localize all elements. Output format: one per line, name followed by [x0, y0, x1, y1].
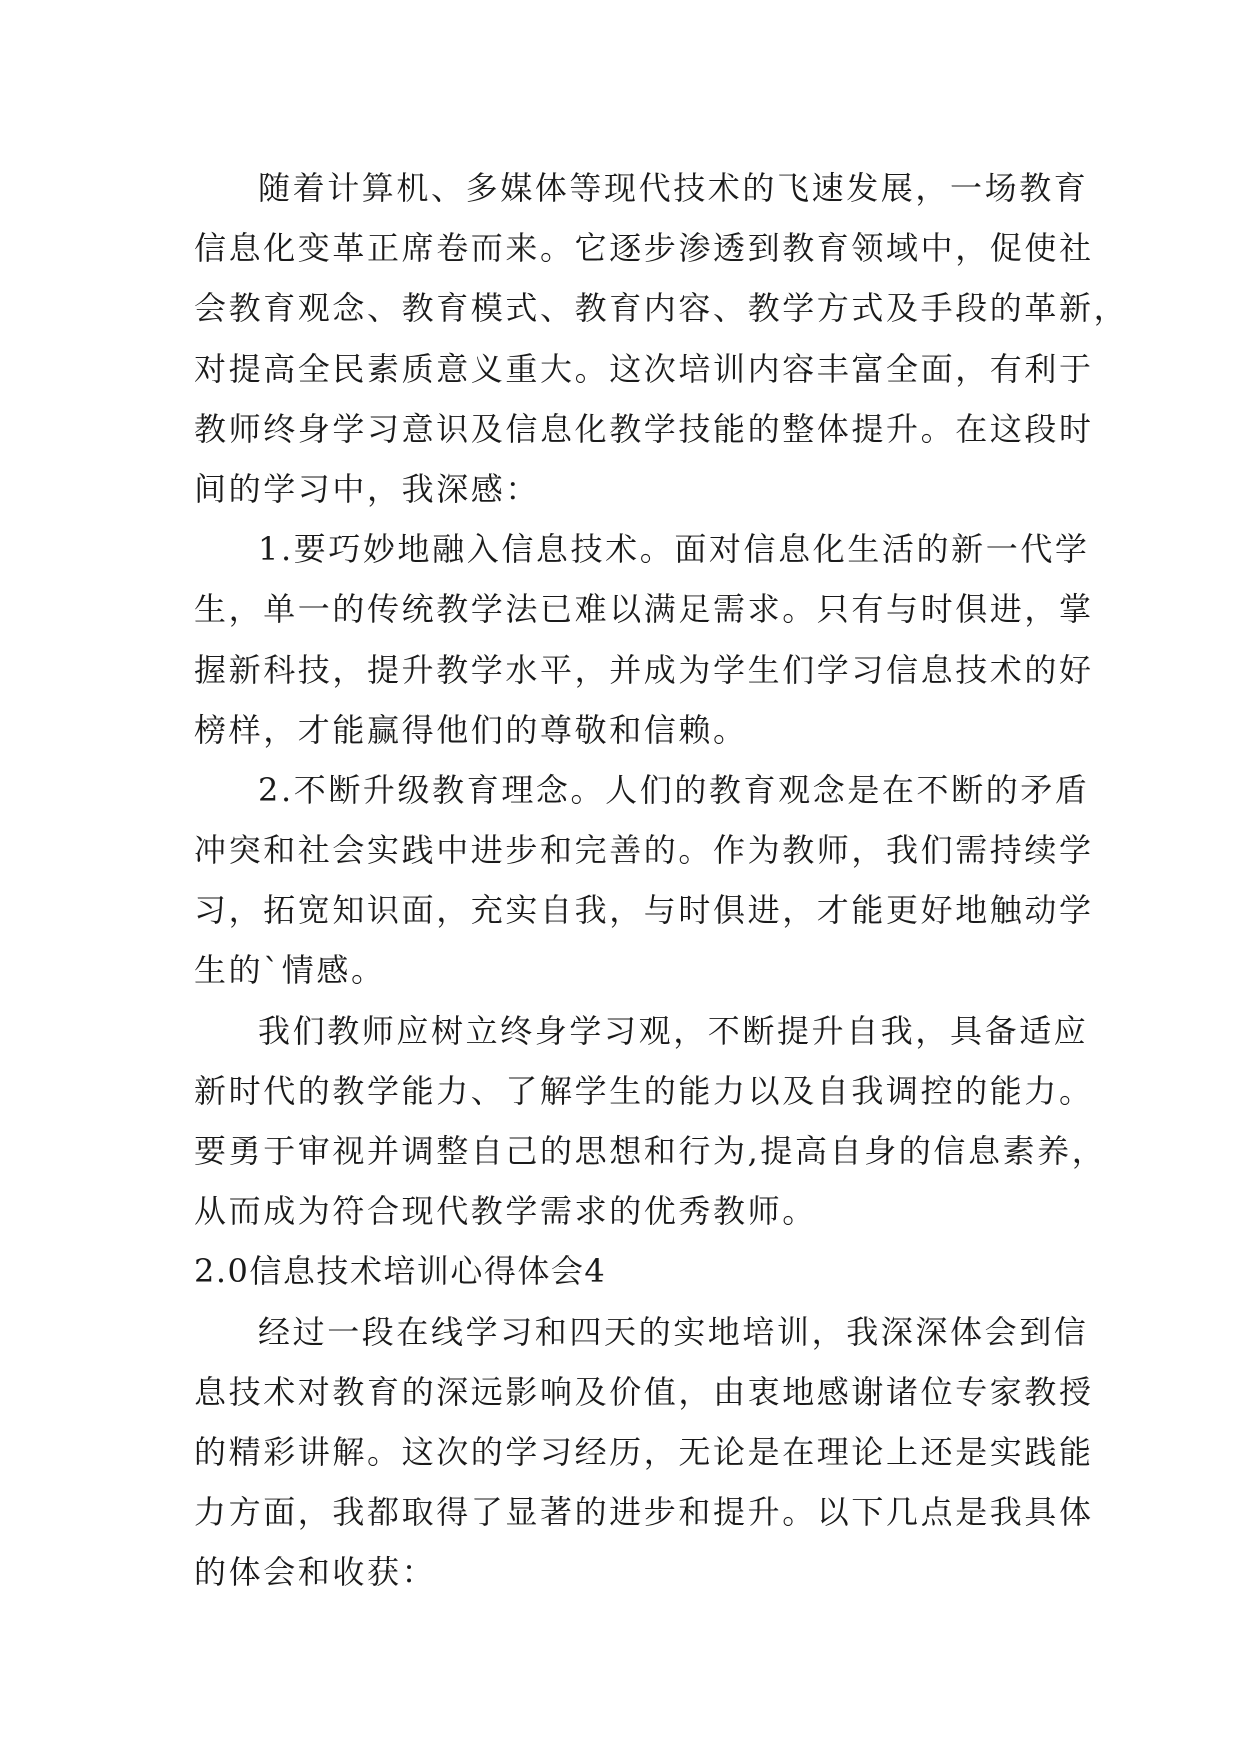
paragraph-line: 的体会和收获： [194, 1553, 437, 1592]
list-item-line: 生的`情感。 [194, 951, 386, 990]
list-item-line: 2.不断升级教育理念。人们的教育观念是在不断的矛盾 [258, 770, 1090, 809]
list-item-line: 握新科技，提升教学水平，并成为学生们学习信息技术的好 [194, 650, 1094, 689]
paragraph-line: 会教育观念、教育模式、教育内容、教学方式及手段的革新， [194, 289, 1129, 328]
list-item-line: 1.要巧妙地融入信息技术。面对信息化生活的新一代学 [258, 530, 1090, 569]
paragraph-line: 经过一段在线学习和四天的实地培训，我深深体会到信 [258, 1312, 1089, 1351]
paragraph-line: 随着计算机、多媒体等现代技术的飞速发展，一场教育 [258, 169, 1089, 207]
document-body [194, 158, 1129, 1603]
paragraph-line: 力方面，我都取得了显著的进步和提升。以下几点是我具体 [194, 1493, 1094, 1532]
paragraph-line: 息技术对教育的深远影响及价值，由衷地感谢诸位专家教授 [194, 1372, 1094, 1411]
list-item-line: 榜样，才能赢得他们的尊敬和信赖。 [194, 710, 748, 749]
list-item-line: 生，单一的传统教学法已难以满足需求。只有与时俱进，掌 [194, 590, 1094, 629]
paragraph-line: 的精彩讲解。这次的学习经历，无论是在理论上还是实践能 [194, 1432, 1094, 1471]
section-heading: 2.0信息技术培训心得体会4 [194, 1252, 607, 1291]
paragraph-line: 信息化变革正席卷而来。它逐步渗透到教育领域中，促使社 [194, 229, 1094, 268]
list-item-line: 冲突和社会实践中进步和完善的。作为教师，我们需持续学 [194, 831, 1094, 870]
paragraph-line: 对提高全民素质意义重大。这次培训内容丰富全面，有利于 [194, 349, 1094, 388]
paragraph-line: 新时代的教学能力、了解学生的能力以及自我调控的能力。 [194, 1071, 1094, 1110]
paragraph-line: 从而成为符合现代教学需求的优秀教师。 [194, 1192, 817, 1231]
paragraph-line: 要勇于审视并调整自己的思想和行为,提高自身的信息素养， [194, 1132, 1107, 1170]
paragraph-line: 教师终身学习意识及信息化教学技能的整体提升。在这段时 [194, 409, 1094, 448]
list-item-line: 习，拓宽知识面，充实自我，与时俱进，才能更好地触动学 [194, 891, 1094, 930]
paragraph-line: 间的学习中，我深感： [194, 469, 541, 508]
paragraph-line: 我们教师应树立终身学习观，不断提升自我，具备适应 [258, 1011, 1089, 1050]
